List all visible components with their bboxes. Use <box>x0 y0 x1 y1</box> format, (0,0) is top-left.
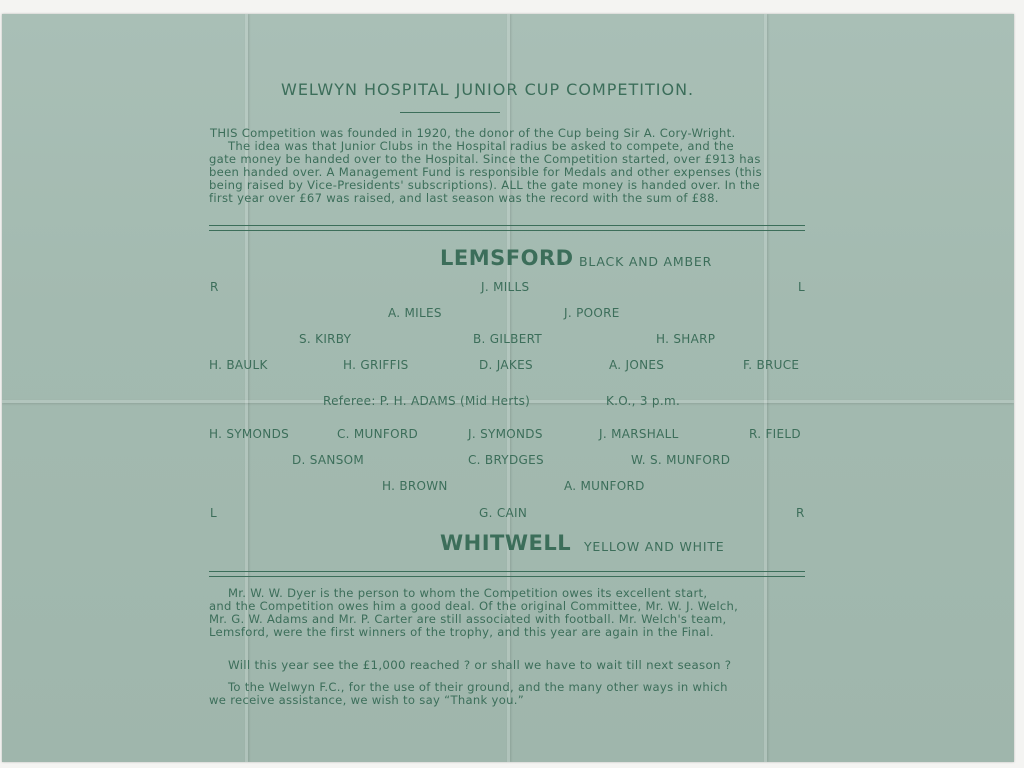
team2-name: WHITWELL <box>440 531 572 555</box>
intro-line: THIS Competition was founded in 1920, the donor of the Cup being Sir A. Cory-Wright. <box>210 126 736 140</box>
team1-forward: H. BAULK <box>209 358 268 372</box>
thanks-line: we receive assistance, we wish to say “Thank you.” <box>209 693 525 707</box>
team1-back: A. MILES <box>388 306 442 320</box>
team2-forward: H. SYMONDS <box>209 427 290 441</box>
team2-forward: R. FIELD <box>749 427 801 441</box>
closing-line: Lemsford, were the first winners of the trophy, and this year are again in the Final. <box>209 625 714 639</box>
team1-forward: D. JAKES <box>479 358 533 372</box>
team1-back: J. POORE <box>564 306 620 320</box>
question-line: Will this year see the £1,000 reached ? or shall we have to wait till next season ? <box>228 658 732 672</box>
programme-sheet <box>2 14 1014 762</box>
section-divider <box>209 571 805 577</box>
team2-back: A. MUNFORD <box>564 479 645 493</box>
closing-line: Mr. G. W. Adams and Mr. P. Carter are still associated with football. Mr. Welch's team, <box>209 612 727 626</box>
team2-half: W. S. MUNFORD <box>631 453 731 467</box>
team2-side-mark: L <box>210 506 217 520</box>
team1-forward: A. JONES <box>609 358 665 372</box>
closing-line: and the Competition owes him a good deal. Of the original Committee, Mr. W. J. Welch, <box>209 599 739 613</box>
team1-goalkeeper: J. MILLS <box>481 280 530 294</box>
team2-forward: J. MARSHALL <box>599 427 679 441</box>
team2-side-mark: R <box>796 506 805 520</box>
referee-line: Referee: P. H. ADAMS (Mid Herts) <box>323 394 531 408</box>
team1-side-mark: L <box>798 280 805 294</box>
team1-forward: H. GRIFFIS <box>343 358 409 372</box>
team2-colors: YELLOW AND WHITE <box>584 539 725 554</box>
team1-half: H. SHARP <box>656 332 716 346</box>
team1-half: S. KIRBY <box>299 332 352 346</box>
team1-colors: BLACK AND AMBER <box>579 254 713 269</box>
section-divider <box>209 225 805 231</box>
team1-name: LEMSFORD <box>440 246 574 270</box>
thanks-line: To the Welwyn F.C., for the use of their ground, and the many other ways in which <box>228 680 728 694</box>
kickoff-time: K.O., 3 p.m. <box>606 394 681 408</box>
intro-line: gate money be handed over to the Hospital. Since the Competition started, over £913 has <box>209 152 761 166</box>
team2-forward: J. SYMONDS <box>468 427 543 441</box>
team1-half: B. GILBERT <box>473 332 542 346</box>
team2-goalkeeper: G. CAIN <box>479 506 528 520</box>
team1-forward: F. BRUCE <box>743 358 800 372</box>
team2-half: D. SANSOM <box>292 453 365 467</box>
intro-line: first year over £67 was raised, and last season was the record with the sum of £88. <box>209 191 719 205</box>
intro-line: being raised by Vice-Presidents' subscriptions). ALL the gate money is handed over. In the <box>209 178 760 192</box>
page-title: WELWYN HOSPITAL JUNIOR CUP COMPETITION. <box>281 80 695 99</box>
intro-line: been handed over. A Management Fund is responsible for Medals and other expenses (this <box>209 165 762 179</box>
closing-line: Mr. W. W. Dyer is the person to whom the Competition owes its excellent start, <box>228 586 708 600</box>
title-underline <box>400 112 500 113</box>
team2-back: H. BROWN <box>382 479 448 493</box>
team2-forward: C. MUNFORD <box>337 427 419 441</box>
team2-half: C. BRYDGES <box>468 453 544 467</box>
team1-side-mark: R <box>210 280 219 294</box>
fold-crease <box>764 14 767 762</box>
intro-line: The idea was that Junior Clubs in the Hospital radius be asked to compete, and the <box>228 139 734 153</box>
